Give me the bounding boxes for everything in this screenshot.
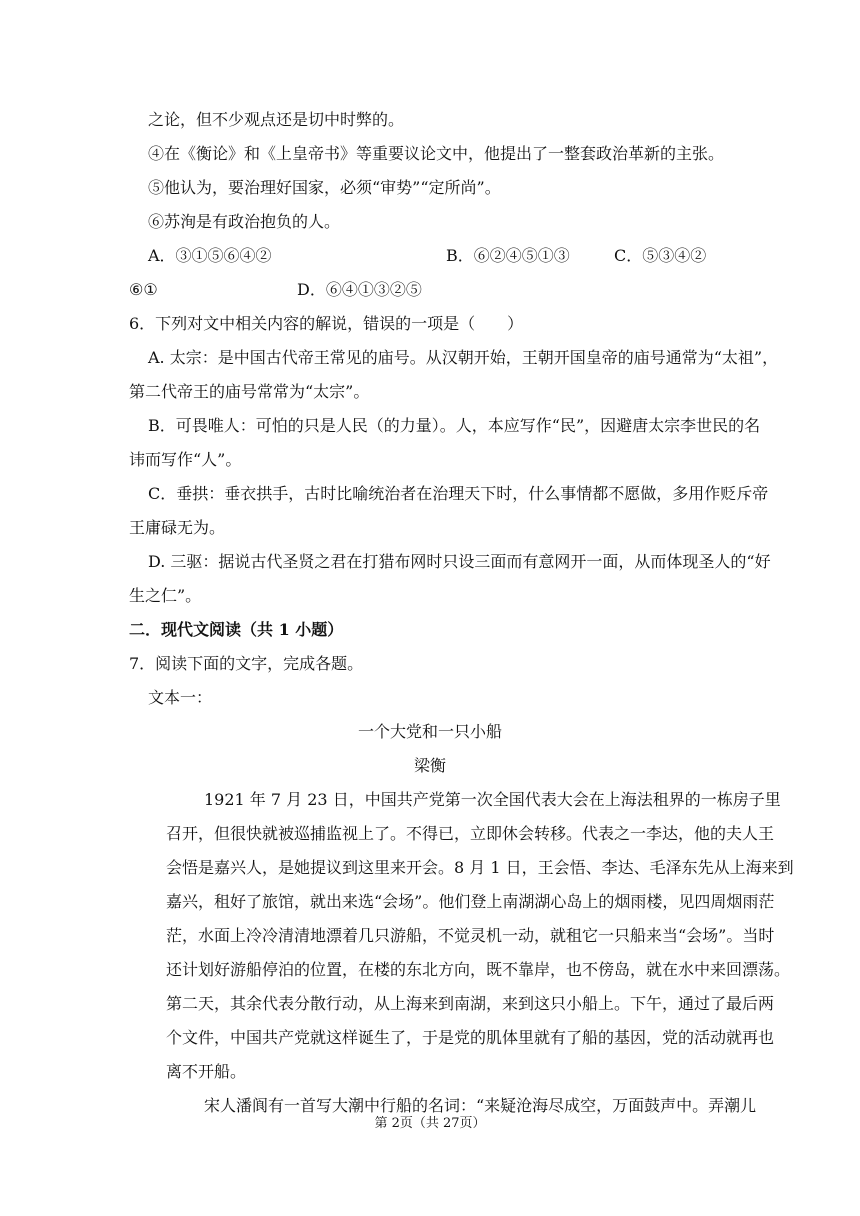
passage-line: 嘉兴，租好了旅馆，就出来选“会场”。他们登上南湖湖心岛上的烟雨楼，见四周烟雨茫 <box>166 892 775 911</box>
question-7-stem: 7．阅读下面的文字，完成各题。 <box>129 654 364 673</box>
paragraph-line: ④在《衡论》和《上皇帝书》等重要议论文中，他提出了一整套政治革新的主张。 <box>148 144 725 163</box>
paragraph-line: ⑤他认为，要治理好国家，必须“审势”“定所尚”。 <box>148 178 501 197</box>
option-c: C．⑤③④② <box>614 246 707 265</box>
passage-line: 还计划好游船停泊的位置，在楼的东北方向，既不靠岸，也不傍岛，就在水中来回漂荡。 <box>166 960 791 979</box>
option-a: A．③①⑤⑥④② <box>148 246 272 265</box>
passage-line: 个文件，中国共产党就这样诞生了，于是党的肌体里就有了船的基因，党的活动就再也 <box>166 1028 775 1047</box>
q6-option-b-continued: 讳而写作“人”。 <box>129 450 242 469</box>
text-label: 文本一： <box>148 688 213 707</box>
option-b: B．⑥②④⑤①③ <box>446 246 570 265</box>
q6-option-c-continued: 王庸碌无为。 <box>129 518 226 537</box>
q6-option-c: C．垂拱：垂衣拱手，古时比喻统治者在治理天下时，什么事情都不愿做，多用作贬斥帝 <box>148 484 769 503</box>
q6-option-a: A. 太宗：是中国古代帝王常见的庙号。从汉朝开始，王朝开国皇帝的庙号通常为“太祖”， <box>148 348 779 367</box>
page-footer: 第 2页（共 27页） <box>374 1116 486 1131</box>
q6-option-b: B．可畏唯人：可怕的只是人民（的力量）。人，本应写作“民”，因避唐太宗李世民的名 <box>148 416 761 435</box>
passage-line: 宋人潘阆有一首写大潮中行船的名词：“来疑沧海尽成空，万面鼓声中。弄潮儿 <box>204 1096 757 1115</box>
passage-line: 召开，但很快就被巡捕监视上了。不得已，立即休会转移。代表之一李达，他的夫人王 <box>166 824 775 843</box>
option-c-continued: ⑥① <box>129 280 158 299</box>
paragraph-line: ⑥苏洵是有政治抱负的人。 <box>148 212 341 231</box>
passage-line: 第二天，其余代表分散行动，从上海来到南湖，来到这只小船上。下午，通过了最后两 <box>166 994 775 1013</box>
q6-option-d-continued: 生之仁”。 <box>129 586 202 605</box>
question-6-stem: 6．下列对文中相关内容的解说，错误的一项是（ ） <box>129 314 524 333</box>
article-title: 一个大党和一只小船 <box>357 722 502 741</box>
passage-line: 1921 年 7 月 23 日，中国共产党第一次全国代表大会在上海法租界的一栋房子里 <box>204 790 781 809</box>
section-heading: 二．现代文阅读（共 1 小题） <box>129 620 344 639</box>
passage-line: 茫，水面上冷冷清清地漂着几只游船，不觉灵机一动，就租它一只船来当“会场”。当时 <box>166 926 775 945</box>
q6-option-a-continued: 第二代帝王的庙号常常为“太宗”。 <box>129 382 370 401</box>
article-author: 梁衡 <box>413 756 446 775</box>
passage-line: 会悟是嘉兴人，是她提议到这里来开会。8 月 1 日，王会悟、李达、毛泽东先从上海来到 <box>166 858 794 877</box>
paragraph-line: 之论，但不少观点还是切中时弊的。 <box>148 110 405 129</box>
option-d: D．⑥④①③②⑤ <box>297 280 422 299</box>
q6-option-d: D. 三驱：据说古代圣贤之君在打猎布网时只设三面而有意网开一面，从而体现圣人的“好 <box>148 552 771 571</box>
passage-line: 离不开船。 <box>166 1062 247 1081</box>
